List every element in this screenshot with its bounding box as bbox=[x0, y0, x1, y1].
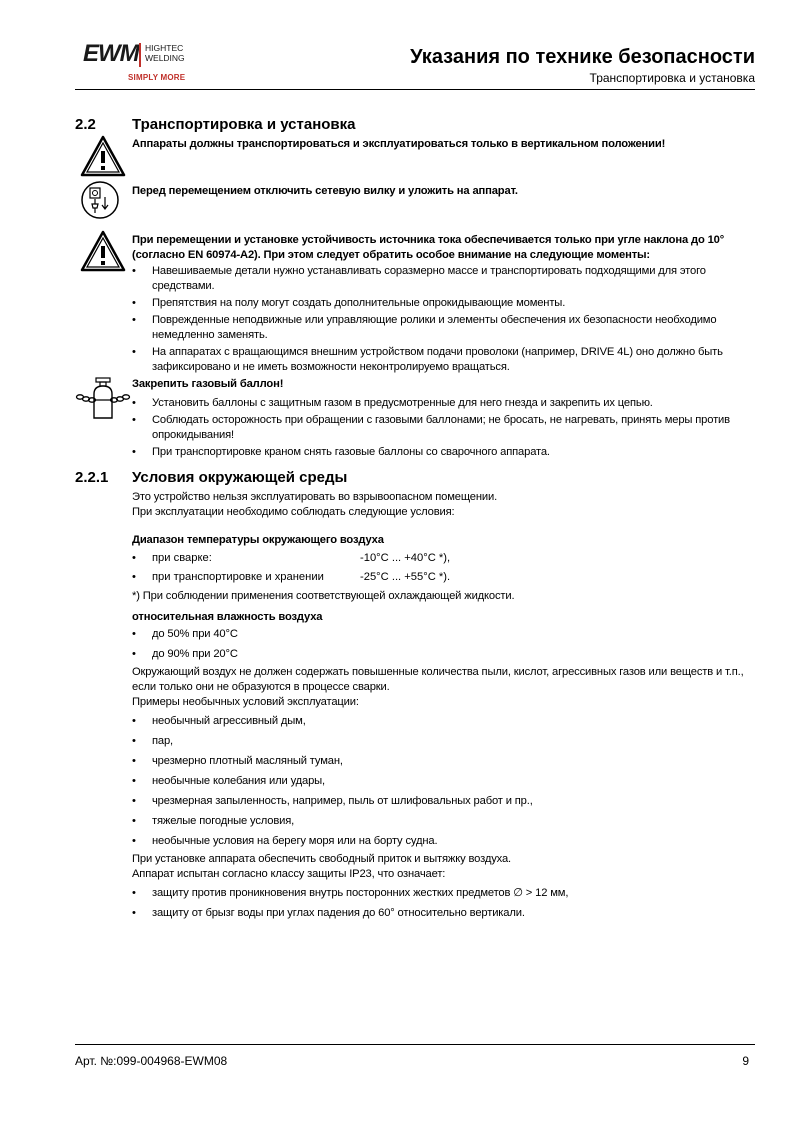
temperature-footnote: *) При соблюдении применения соответствующей охлаждающей жидкости. bbox=[132, 590, 515, 602]
list-item: • необычные колебания или удары, bbox=[132, 774, 757, 789]
list-item: • При транспортировке краном снять газовые баллоны со сварочного аппарата. bbox=[132, 445, 757, 460]
page-header-title: Указания по технике безопасности bbox=[410, 46, 755, 68]
list-item: • до 50% при 40°C bbox=[132, 627, 757, 642]
examples-intro: Примеры необычных условий эксплуатации: bbox=[132, 696, 359, 708]
temperature-heading: Диапазон температуры окружающего воздуха bbox=[132, 534, 384, 546]
temperature-row: • при транспортировке и хранении -25°C ... +55°C *). bbox=[132, 571, 451, 583]
subsection-title: Условия окружающей среды bbox=[132, 469, 348, 486]
warning-stability: При перемещении и установке устойчивость источника тока обеспечивается только при угле наклона до 10° (согласно EN 60974-A2). При этом следует обратить особое внимание на следующие моменты: bbox=[132, 234, 725, 261]
temperature-table bbox=[132, 551, 757, 589]
list-item: • Поврежденные неподвижные или управляющие ролики и элементы обеспечения их безопасности необходимо немедленно заменять. bbox=[132, 313, 757, 343]
list-item: • чрезмерно плотный масляный туман, bbox=[132, 754, 757, 769]
warning-vertical-only: Аппараты должны транспортироваться и эксплуатироваться только в вертикальном положении! bbox=[132, 138, 666, 150]
temperature-row: • при сварке: -10°C ... +40°C *), bbox=[132, 552, 451, 564]
list-item: • Установить баллоны с защитным газом в предусмотренные для него гнезда и закрепить их цепью. bbox=[132, 396, 757, 411]
list-item: • необычный агрессивный дым, bbox=[132, 714, 757, 729]
footer-divider bbox=[75, 1044, 755, 1045]
page-number: 9 bbox=[742, 1054, 749, 1068]
list-item: • Препятствия на полу могут создать дополнительные опрокидывающие моменты. bbox=[132, 296, 757, 311]
installation-text: При установке аппарата обеспечить свободный приток и вытяжку воздуха. bbox=[132, 853, 512, 865]
article-number: Арт. №:099-004968-EWM08 bbox=[75, 1054, 228, 1068]
temperature-value: -10°C ... +40°C *), bbox=[360, 552, 451, 564]
list-item: • необычные условия на берегу моря или на борту судна. bbox=[132, 834, 757, 849]
warning-triangle-icon bbox=[80, 135, 126, 177]
protection-list bbox=[132, 886, 757, 921]
ewm-logo bbox=[83, 40, 198, 84]
list-item: • чрезмерная запыленность, например, пыль от шлифовальных работ и пр., bbox=[132, 794, 757, 809]
stability-list bbox=[132, 264, 757, 377]
humidity-heading: относительная влажность воздуха bbox=[132, 611, 323, 623]
header-divider bbox=[75, 89, 755, 90]
logo-brand: EWM bbox=[83, 40, 139, 67]
list-item: • тяжелые погодные условия, bbox=[132, 814, 757, 829]
list-item: • На аппаратах с вращающимся внешним устройством подачи проволоки (например, DRIVE 4L) оно должно быть зафиксировано и не иметь возможности неконтролируемо вращаться. bbox=[132, 345, 757, 375]
note-unplug: Перед перемещением отключить сетевую вилку и уложить на аппарат. bbox=[132, 185, 518, 197]
intro-text: Это устройство нельзя эксплуатировать во взрывоопасном помещении. bbox=[132, 491, 498, 503]
list-item: • пар, bbox=[132, 734, 757, 749]
list-item: • Навешиваемые детали нужно устанавливать соразмерно массе и транспортировать подходящими для этого средствами. bbox=[132, 264, 757, 294]
warning-triangle-icon bbox=[80, 230, 126, 272]
temperature-label: при транспортировке и хранении bbox=[152, 571, 324, 583]
gas-cylinder-heading: Закрепить газовый баллон! bbox=[132, 378, 284, 390]
temperature-value: -25°C ... +55°C *). bbox=[360, 571, 451, 583]
unplug-icon bbox=[80, 180, 120, 220]
logo-tag: HIGHTEC WELDING bbox=[145, 43, 185, 63]
section-number: 2.2 bbox=[75, 116, 96, 133]
page-header-subtitle: Транспортировка и установка bbox=[589, 71, 755, 85]
list-item: • защиту от брызг воды при углах падения до 60° относительно вертикали. bbox=[132, 906, 757, 921]
list-item: • до 90% при 20°C bbox=[132, 647, 757, 662]
list-item: • Соблюдать осторожность при обращении с газовыми баллонами; не бросать, не нагревать, принять меры против опрокидывания! bbox=[132, 413, 757, 443]
air-requirements-text: Окружающий воздух не должен содержать повышенные количества пыли, кислот, агрессивных газов или веществ и т.п., если только они не образуются в процессе сварки. bbox=[132, 666, 744, 693]
protection-class-text: Аппарат испытан согласно классу защиты IP23, что означает: bbox=[132, 868, 446, 880]
temperature-label: при сварке: bbox=[152, 552, 212, 564]
subsection-number: 2.2.1 bbox=[75, 469, 109, 486]
logo-slogan: SIMPLY MORE bbox=[128, 73, 186, 82]
section-title: Транспортировка и установка bbox=[132, 116, 356, 133]
intro-text: При эксплуатации необходимо соблюдать следующие условия: bbox=[132, 506, 455, 518]
list-item: • защиту против проникновения внутрь посторонних жестких предметов ∅ > 12 мм, bbox=[132, 886, 757, 901]
humidity-list bbox=[132, 627, 757, 662]
gas-cylinder-list bbox=[132, 396, 757, 462]
environment-content bbox=[132, 490, 757, 921]
unusual-conditions-list bbox=[132, 714, 757, 849]
logo-divider bbox=[139, 43, 141, 67]
gas-cylinder-chain-icon bbox=[74, 374, 132, 420]
